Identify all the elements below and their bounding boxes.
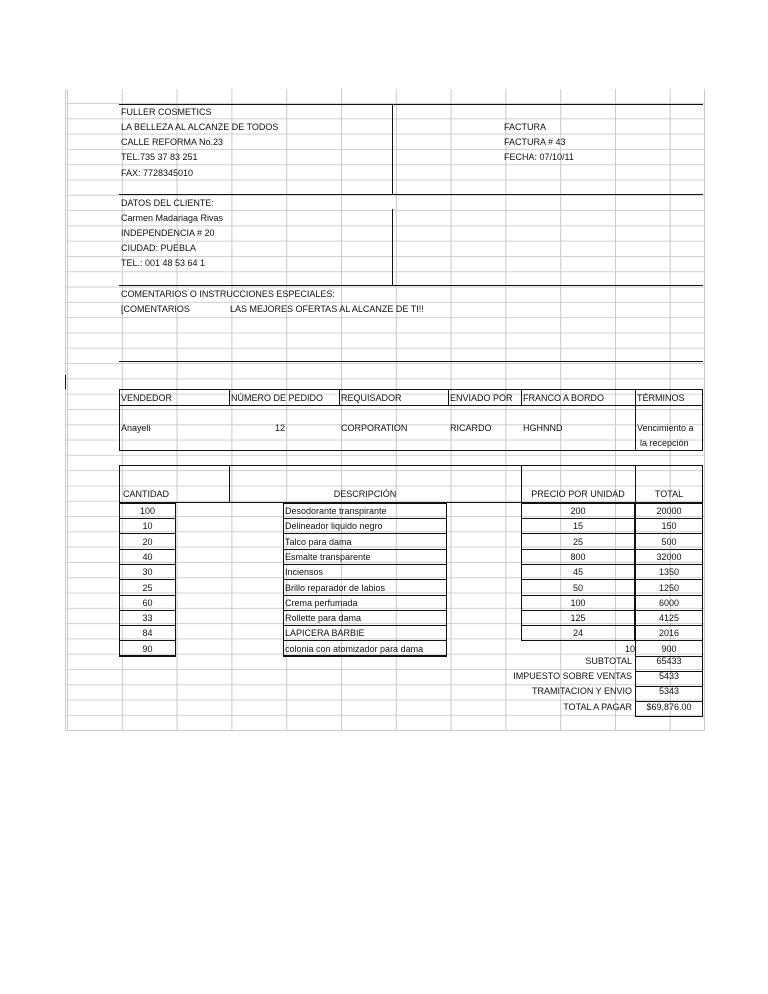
item-price: 10 [624, 644, 635, 654]
item-desc: Desodorante transpirante [285, 506, 387, 516]
item-total: 900 [661, 644, 677, 654]
header-total: TOTAL [654, 489, 684, 499]
row-separator [521, 625, 635, 626]
order-info-table [119, 389, 703, 451]
row-separator [283, 579, 447, 580]
order-col-divider [448, 389, 449, 405]
row-separator [635, 625, 703, 626]
item-price: 15 [572, 521, 583, 531]
item-price: 100 [570, 598, 586, 608]
row-separator [521, 518, 635, 519]
row-separator [635, 518, 703, 519]
subtotal-value: 65433 [656, 656, 682, 666]
row-separator [283, 564, 447, 565]
row-separator [283, 549, 447, 550]
row-separator [521, 533, 635, 534]
row-separator [521, 640, 635, 641]
row-separator [283, 595, 447, 596]
subtotal-label: SUBTOTAL [585, 656, 632, 666]
row-separator [283, 625, 447, 626]
value-pedido: 12 [274, 423, 285, 433]
item-desc: Rollette para dama [285, 613, 362, 623]
item-total: 500 [661, 537, 677, 547]
invoice-label: FACTURA [504, 122, 547, 132]
item-qty: 60 [142, 598, 153, 608]
value-terminos-line1: Vencimiento a [637, 423, 694, 433]
row-separator [635, 549, 703, 550]
cursor-mark [65, 375, 66, 389]
order-col-divider [521, 389, 522, 405]
row-separator [283, 656, 447, 657]
row-separator [635, 533, 703, 534]
item-desc: LAPICERA BARBIE [285, 628, 365, 638]
row-separator [119, 533, 176, 534]
comments-label: [COMENTARIOS [121, 304, 190, 314]
item-desc: colonia con atomizador para dama [285, 644, 424, 654]
item-price: 50 [572, 583, 583, 593]
company-name: FULLER COSMETICS [121, 107, 212, 117]
header-divider [392, 104, 393, 194]
comments-bottom-border [119, 361, 703, 362]
item-total: 4125 [658, 613, 680, 623]
comments-heading: COMENTARIOS O INSTRUCCIONES ESPECIALES: [121, 289, 335, 299]
header-requisador: REQUISADOR [341, 393, 402, 403]
tramitacion-label: TRAMITACION Y ENVIO [531, 686, 632, 696]
order-col-divider [635, 389, 636, 451]
row-separator [521, 579, 635, 580]
row-separator [283, 518, 447, 519]
invoice-number: FACTURA # 43 [504, 137, 566, 147]
item-qty: 33 [142, 613, 153, 623]
company-slogan: LA BELLEZA AL ALCANZE DE TODOS [121, 122, 279, 132]
row-separator [521, 595, 635, 596]
item-total: 6000 [658, 598, 680, 608]
item-total: 20000 [656, 506, 682, 516]
row-separator [119, 656, 176, 657]
header-cantidad: CANTIDAD [122, 489, 169, 499]
value-vendedor: Anayeli [121, 423, 151, 433]
row-separator [283, 640, 447, 641]
item-qty: 100 [139, 506, 156, 516]
item-total: 1250 [658, 583, 680, 593]
value-enviado: RICARDO [450, 423, 492, 433]
row-separator [283, 610, 447, 611]
row-separator [521, 610, 635, 611]
client-divider [392, 209, 393, 285]
client-city: CIUDAD: PUEBLA [121, 243, 197, 253]
item-price: 45 [572, 567, 583, 577]
item-qty: 90 [142, 644, 153, 654]
company-bottom-border [119, 194, 703, 195]
item-price: 200 [570, 506, 586, 516]
tramitacion-value: 5343 [658, 686, 680, 696]
value-terminos-line2: la recepción [640, 438, 689, 448]
item-price: 25 [572, 537, 583, 547]
invoice-date: FECHA: 07/10/11 [504, 152, 574, 162]
row-separator [119, 564, 176, 565]
item-price: 800 [570, 552, 586, 562]
client-name: Carmen Madariaga Rivas [121, 213, 224, 223]
order-col-divider [339, 389, 340, 405]
impuesto-label: IMPUESTO SOBRE VENTAS [513, 671, 632, 681]
row-separator [635, 640, 703, 641]
row-separator [521, 564, 635, 565]
row-separator [119, 595, 176, 596]
client-street: INDEPENDENCIA # 20 [121, 228, 215, 238]
item-qty: 40 [142, 552, 153, 562]
order-header-underline [119, 405, 703, 406]
value-requisador: CORPORATION [341, 423, 408, 433]
row-separator [119, 610, 176, 611]
item-desc: Talco para dama [285, 537, 352, 547]
row-separator [119, 625, 176, 626]
item-total: 32000 [656, 552, 682, 562]
item-desc: Delineador liquido negro [285, 521, 383, 531]
header-pedido: NÚMERO DE PEDIDO [231, 393, 324, 403]
item-desc: Brillo reparador de labios [285, 583, 386, 593]
item-desc: Crema perfumada [285, 598, 358, 608]
row-separator [119, 640, 176, 641]
item-desc: Inciensos [285, 567, 324, 577]
header-vendedor: VENDEDOR [121, 393, 173, 403]
client-bottom-border [119, 285, 703, 286]
company-street: CALLE REFORMA No.23 [121, 137, 224, 147]
impuesto-value: 5433 [658, 671, 680, 681]
row-separator [119, 579, 176, 580]
total-label: TOTAL A PAGAR [563, 702, 632, 712]
item-qty: 20 [142, 537, 153, 547]
value-franco: HGHNND [523, 423, 563, 433]
row-separator [635, 564, 703, 565]
header-enviado: ENVIADO POR [450, 393, 513, 403]
item-total: 2016 [658, 628, 680, 638]
order-col-divider [229, 389, 230, 405]
item-qty: 10 [142, 521, 153, 531]
item-desc: Esmalte transparente [285, 552, 371, 562]
row-separator [635, 610, 703, 611]
item-price: 125 [570, 613, 586, 623]
client-tel: TEL.: 001 48 53 64 1 [121, 258, 206, 268]
header-franco: FRANCO A BORDO [523, 393, 605, 403]
row-separator [119, 549, 176, 550]
client-heading: DATOS DEL CLIENTE: [121, 198, 214, 208]
header-terminos: TÉRMINOS [637, 393, 685, 403]
item-qty: 25 [142, 583, 153, 593]
row-separator [119, 518, 176, 519]
company-fax: FAX: 7728345010 [121, 168, 194, 178]
item-price: 24 [572, 628, 583, 638]
header-descripcion: DESCRIPCIÓN [333, 489, 397, 499]
total-value: $69,876.00 [646, 702, 692, 712]
row-separator [283, 533, 447, 534]
item-qty: 84 [142, 628, 153, 638]
company-tel: TEL.735 37 83 251 [121, 152, 198, 162]
row-separator [635, 579, 703, 580]
row-separator [635, 595, 703, 596]
row-separator [521, 549, 635, 550]
item-qty: 30 [142, 567, 153, 577]
header-precio: PRECIO POR UNIDAD [531, 489, 625, 499]
top-border [119, 104, 703, 105]
comments-text: LAS MEJORES OFERTAS AL ALCANZE DE TI!! [230, 304, 424, 314]
item-total: 1350 [658, 567, 680, 577]
item-total: 150 [661, 521, 677, 531]
